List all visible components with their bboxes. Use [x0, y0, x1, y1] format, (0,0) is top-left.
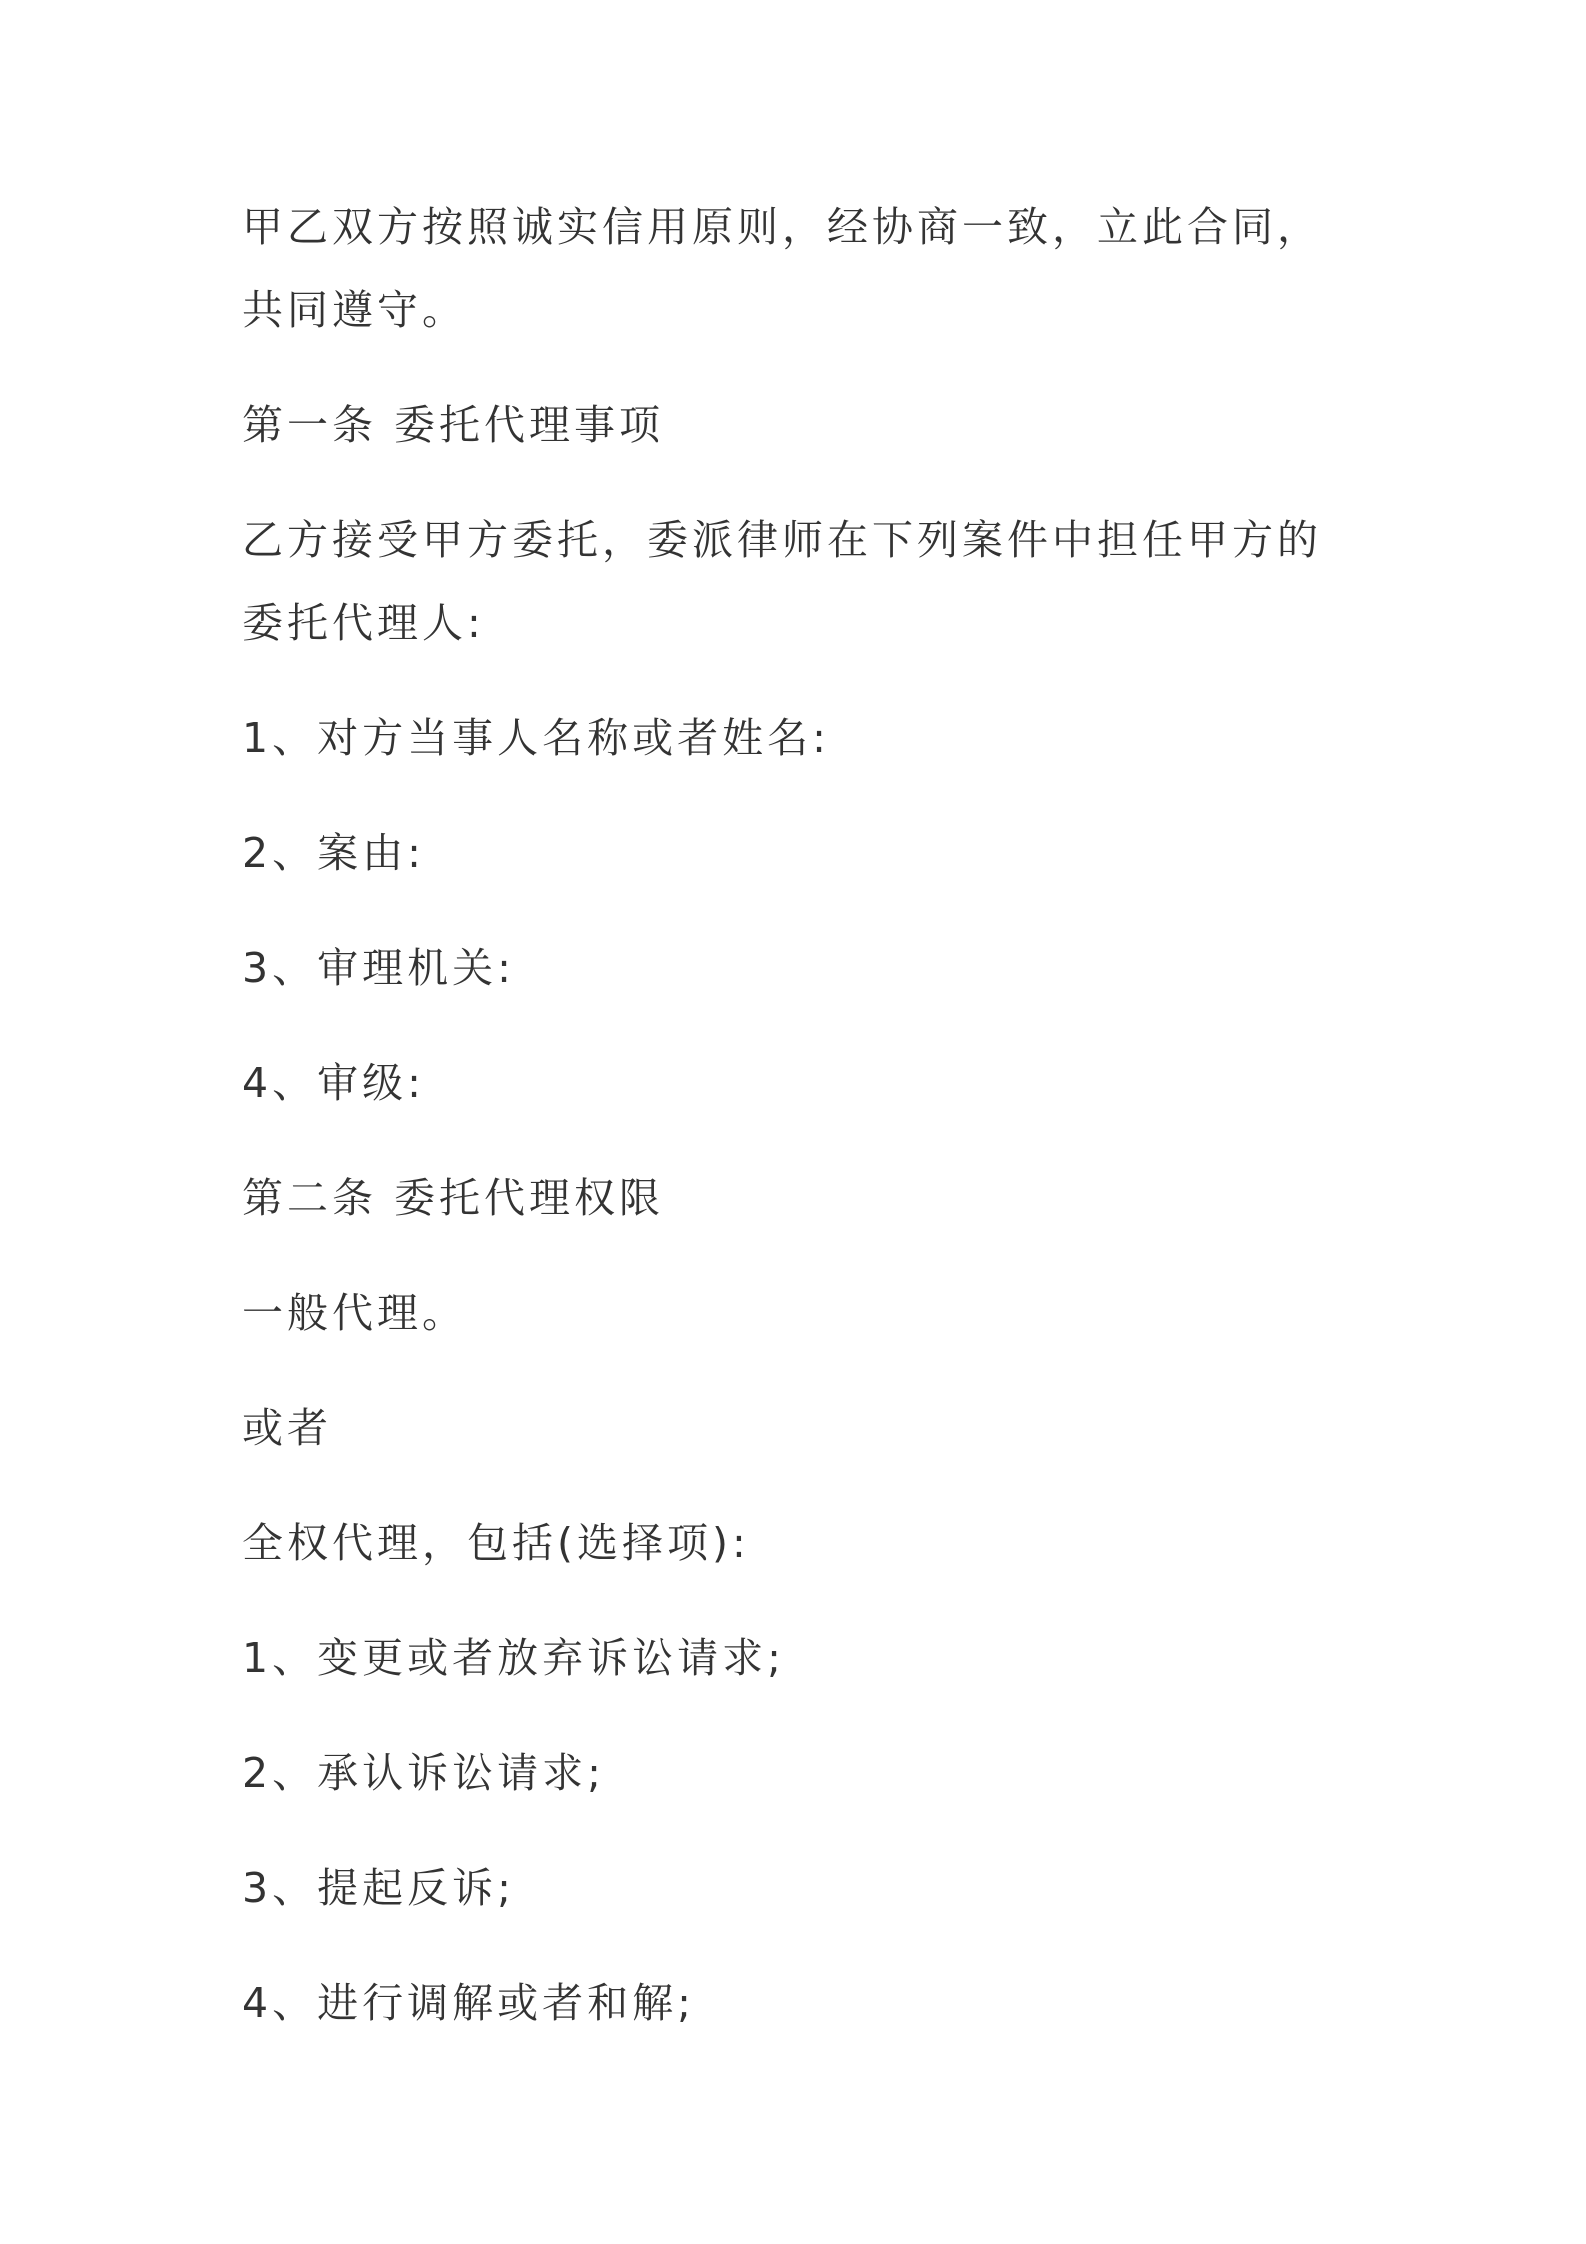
- item-trial-level: 4、审级:: [242, 1059, 425, 1107]
- full-agency: 全权代理，包括(选择项):: [242, 1519, 750, 1567]
- option-mediation-settlement: 4、进行调解或者和解;: [242, 1979, 695, 2027]
- paragraph-preamble: 甲乙双方按照诚实信用原则，经协商一致，立此合同，共同遵守。: [242, 203, 1322, 334]
- or-text: 或者: [242, 1404, 332, 1452]
- document-body: [242, 186, 1362, 2077]
- paragraph-entrustment: 乙方接受甲方委托，委派律师在下列案件中担任甲方的委托代理人:: [242, 516, 1322, 647]
- item-opposing-party: 1、对方当事人名称或者姓名:: [242, 714, 830, 762]
- item-cause-of-action: 2、案由:: [242, 829, 425, 877]
- article-two-heading: 第二条 委托代理权限: [242, 1174, 665, 1222]
- option-counterclaim: 3、提起反诉;: [242, 1864, 515, 1912]
- general-agency: 一般代理。: [242, 1289, 467, 1337]
- article-one-heading: 第一条 委托代理事项: [242, 401, 665, 449]
- option-change-or-waive-claim: 1、变更或者放弃诉讼请求;: [242, 1634, 785, 1682]
- item-trial-authority: 3、审理机关:: [242, 944, 515, 992]
- option-admit-claim: 2、承认诉讼请求;: [242, 1749, 605, 1797]
